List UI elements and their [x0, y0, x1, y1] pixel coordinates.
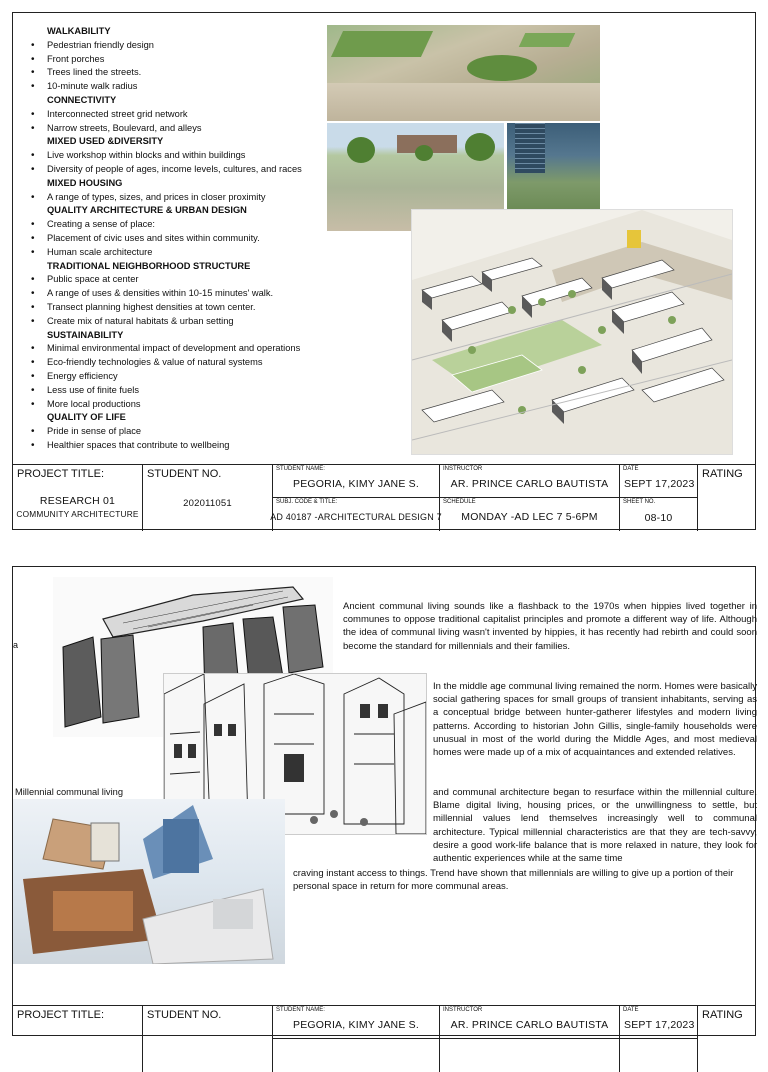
section-title: WALKABILITY [47, 26, 111, 36]
bullet-item: • Pride in sense of place [47, 425, 351, 439]
title-block-2 [13, 1005, 755, 1072]
bullet-item: • Public space at center [47, 273, 351, 287]
section-title: TRADITIONAL NEIGHBORHOOD STRUCTURE [47, 260, 251, 271]
millennial-communal-label: Millennial communal living [15, 787, 123, 797]
schedule: MONDAY -AD LEC 7 5-6PM [461, 511, 598, 523]
figure-marker: a [13, 640, 19, 650]
bullet-item: • Energy efficiency [47, 370, 351, 384]
bullet-list [31, 149, 351, 177]
date-label: DATE [623, 1007, 639, 1013]
bullet-list [31, 273, 351, 328]
paragraph-ancient: Ancient communal living sounds like a flashback to the 1970s when hippies lived together in communes to oppose traditional capitalist principles and promote a different way of life. Although the idea of communal living wasn't invented by hippies, it has recently had rebirth and could soon become the standard for millennials and their families. [343, 601, 757, 652]
bullet-item: • Transect planning highest densities at town center. [47, 301, 351, 315]
bullet-list [31, 342, 351, 411]
bullet-item: • A range of uses & densities within 10-15 minutes' walk. [47, 287, 351, 301]
section-title: SUSTAINABILITY [47, 329, 124, 340]
date: SEPT 17,2023 [624, 478, 695, 490]
bullet-item: • Creating a sense of place: [47, 218, 351, 232]
student-no: 202011051 [183, 498, 232, 509]
bullet-item: • Eco-friendly technologies & value of natural systems [47, 356, 351, 370]
date-label: DATE [623, 466, 639, 472]
bullet-item: • Live workshop within blocks and within buildings [47, 149, 351, 163]
bullet-item: • Front porches [47, 53, 351, 67]
sheet-no-label: SHEET NO. [623, 499, 656, 505]
design-principles-list [31, 25, 351, 453]
bullet-item: • Narrow streets, Boulevard, and alleys [47, 122, 351, 136]
bullet-list [31, 191, 351, 205]
bullet-list [31, 108, 351, 136]
instructor-label: INSTRUCTOR [443, 1007, 483, 1013]
rating-label: RATING [702, 468, 743, 480]
bullet-item: • Healthier spaces that contribute to wellbeing [47, 439, 351, 453]
student-name: PEGORIA, KIMY JANE S. [293, 478, 419, 490]
bullet-item: • A range of types, sizes, and prices in closer proximity [47, 191, 351, 205]
project-title-label: PROJECT TITLE: [17, 468, 105, 480]
bullet-item: • More local productions [47, 398, 351, 412]
subject-code: AD 40187 -ARCHITECTURAL DESIGN 7 [270, 512, 442, 522]
bullet-item: • 10-minute walk radius [47, 80, 351, 94]
section-title: MIXED HOUSING [47, 177, 123, 188]
paragraph-middle-age: In the middle age communal living remained the norm. Homes were basically social gathering spaces for small groups of transient inhabitants, serving as a conceptual bridge between hunter-gatherer lifestyles and modern living patterns. According to historian John Gillis, single-family households were unusual in most of the world during the Middle Ages, and most medieval homes were made up of a mix of acquaintances and extended relatives. [433, 681, 757, 759]
student-name-label: STUDENT NAME: [276, 466, 325, 472]
neighborhood-masterplan-rendering [411, 209, 733, 455]
urban-plaza-photo [327, 25, 600, 121]
bullet-item: • Trees lined the streets. [47, 66, 351, 80]
student-name-label: STUDENT NAME: [276, 1007, 325, 1013]
paragraph-millennial: and communal architecture began to resurface within the millennial culture. Blame digital living, housing prices, or the unwillingness to settle, but millennial values lend themselves increasingly well to communal architecture. Typical millennial characteristics are that they are tech-savvy, desire a good work-life balance that is more relaxed in nature, they look for authentic experiences while at the same time [433, 787, 757, 865]
millennial-communal-collage [13, 799, 285, 964]
student-name: PEGORIA, KIMY JANE S. [293, 1019, 419, 1031]
bullet-item: • Create mix of natural habitats & urban setting [47, 315, 351, 329]
instructor-label: INSTRUCTOR [443, 466, 483, 472]
section-title: CONNECTIVITY [47, 94, 117, 105]
instructor-name: AR. PRINCE CARLO BAUTISTA [450, 478, 609, 490]
bullet-item: • Pedestrian friendly design [47, 39, 351, 53]
bullet-item: • Diversity of people of ages, income levels, cultures, and races [47, 163, 351, 177]
project-title-label: PROJECT TITLE: [17, 1009, 105, 1021]
bullet-item: • Less use of finite fuels [47, 384, 351, 398]
paragraph-millennial-tail: craving instant access to things. Trend have shown that millennials are willing to give up a portion of their personal space in return for more communal areas. [293, 868, 734, 893]
student-no-label: STUDENT NO. [147, 468, 222, 480]
bullet-item: • Human scale architecture [47, 246, 351, 260]
student-no-label: STUDENT NO. [147, 1009, 222, 1021]
bullet-item: • Placement of civic uses and sites within community. [47, 232, 351, 246]
bullet-item: • Minimal environmental impact of development and operations [47, 342, 351, 356]
bullet-list [31, 425, 351, 453]
bullet-list [31, 218, 351, 259]
subject-label: SUBJ. CODE & TITLE: [276, 499, 338, 505]
sheet-no: 08-10 [644, 512, 673, 524]
title-block [13, 464, 755, 531]
bullet-item: • Interconnected street grid network [47, 108, 351, 122]
sheet-page-2 [12, 566, 756, 1036]
section-title: MIXED USED &DIVERSITY [47, 136, 164, 147]
sheet-page-1 [12, 12, 756, 530]
section-title: QUALITY OF LIFE [47, 412, 126, 423]
schedule-label: SCHEDULE [443, 499, 476, 505]
project-title: RESEARCH 01 [39, 495, 116, 507]
project-subtitle: COMMUNITY ARCHITECTURE [16, 509, 139, 519]
instructor-name: AR. PRINCE CARLO BAUTISTA [450, 1019, 609, 1031]
rating-label: RATING [702, 1009, 743, 1021]
section-title: QUALITY ARCHITECTURE & URBAN DESIGN [47, 205, 247, 216]
bullet-list [31, 39, 351, 94]
date: SEPT 17,2023 [624, 1019, 695, 1031]
